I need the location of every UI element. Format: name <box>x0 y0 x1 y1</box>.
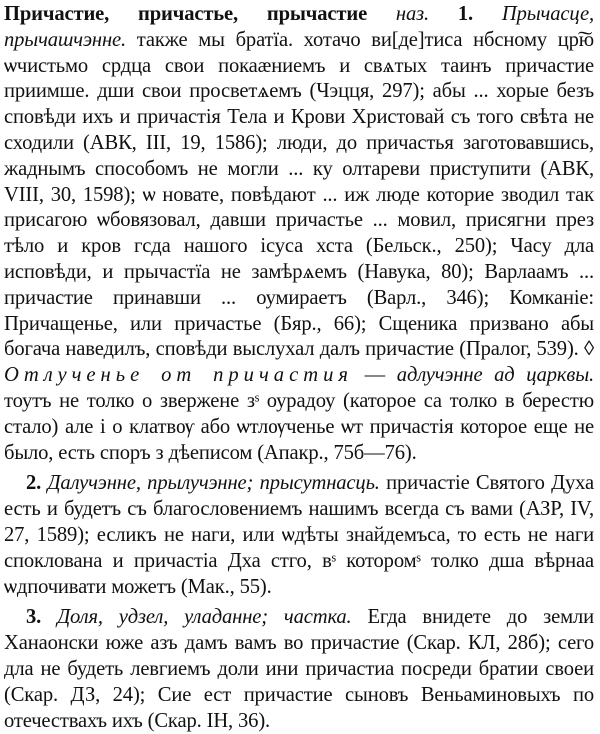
sense-2-paragraph <box>4 471 594 600</box>
sense-gloss: Прычасце, прычашчэнне. <box>4 3 595 51</box>
headword: Причастие, причастье, прычастие <box>4 3 368 25</box>
subsense-marker: ◊ <box>583 338 595 361</box>
sense-number: 2. <box>26 472 42 495</box>
sense-citations: также мы братїа. хотачо ви[де]тиса нбсному цр͠ю ѡчистьмо срдца свои покаӕниемъ и свѧтых таинъ причастие приимше. дши свои просветѧемъ (Чэцця, 297); абы ... хорые безъ сповѣди ихъ и причастія Тела и Крови Христовай съ того свѣта не сходили (АВК, III, 19, 1586); люди, до причастья заготовавшись, жаднымъ способомъ не могли ... ку олтареви приступити (АВК, VIII, 30, 1598); ѡ новате, повѣдают ... иж люде которие зводил так присагою ѡбовязовал, давши причастье ... мовил, присягни през тѣло и кров гсда нашого ісуса хста (Бельск., 250); Часу дла исповѣди, и прычастїа не замѣрѧемъ (Навука, 80); Варлаамъ ... причастие принавши ... оумираетъ (Варл., 346); Комканіе: Причащенье, или причастье (Бяр., 66); Сщеника призвано абы богача наведилъ, сповѣди выслухал далъ причастие (Пралог, 539). <box>4 28 595 361</box>
subsense-phrase: Отлученье от причастия <box>4 364 353 387</box>
sense-3-paragraph <box>4 605 594 734</box>
sense-number: 1. <box>457 3 474 25</box>
sense-citations: Егда внидете до земли Ханаонски юже азъ дамъ вамъ во причастие (Скар. КЛ, 28б); сего дла не будеть левгиемъ доли ини причастиа посреди братии своеи (Скар. ДЗ, 24); Сие ест причастие сыновъ Веньаминовыхъ по отечествахъ ихъ (Скар. ІН, 36). <box>4 606 594 732</box>
sense-gloss: Далучэнне, прылучэнне; прысутнасць. <box>47 472 380 495</box>
subsense-citations: тоутъ не толко о звержене зˢ оурадоу (каторое са толко в берестю стало) але і о клатвѹ або ѡтлѹченье ѡт причастія которое еще не было, есть споръ з дѣеписом (Апакр., 75б—76). <box>4 389 594 464</box>
sense-number: 3. <box>26 606 42 629</box>
sense-gloss: Доля, удзел, уладанне; частка. <box>57 606 352 629</box>
grammar-label: наз. <box>395 3 430 25</box>
sense-1-paragraph <box>4 2 594 466</box>
subsense-gloss: адлучэнне ад царквы. <box>396 364 594 387</box>
sense-citations: причастіе Святого Духа есть и будетъ съ благословениемъ нашимъ всегда съ вами (АЗР, IV, 27, 1589); есликъ не наги, или ѡдѣты знайдемъса, то есть не наги споклована и причастіа Дха стго, вˢ которомˢ толко дша вѣрнаа ѡдпочивати можетъ (Мак., 55). <box>4 472 595 598</box>
subsense-dash: — <box>364 364 386 387</box>
